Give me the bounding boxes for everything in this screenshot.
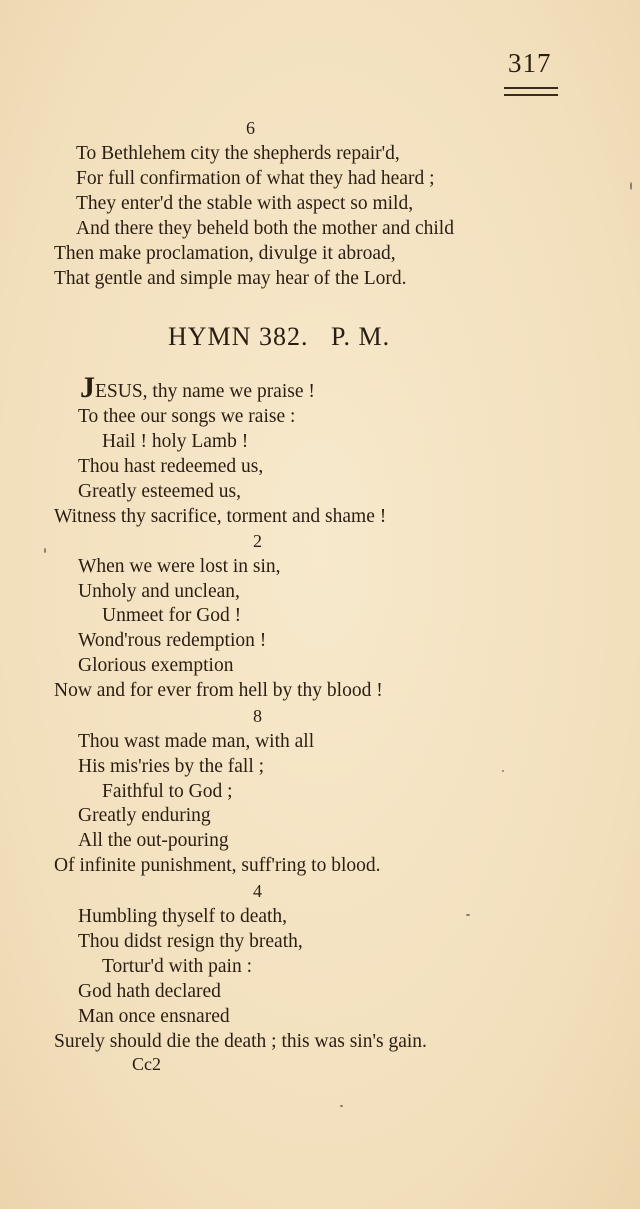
verse-line: Glorious exemption [78,655,234,676]
verse-line: Now and for ever from hell by thy blood ! [54,680,383,701]
verse-line: Greatly enduring [78,805,211,826]
paper-speck [466,914,470,916]
verse-number: 4 [253,881,262,901]
verse-line: Man once ensnared [78,1006,230,1027]
verse-line: Faithful to God ; [102,781,233,802]
verse-line: His mis'ries by the fall ; [78,756,265,777]
verse-line: Of infinite punishment, suff'ring to blood. [54,855,381,876]
paper-speck [630,182,632,190]
verse-number: 8 [253,706,262,726]
verse-number: 6 [246,118,255,138]
verse-line: Hail ! holy Lamb ! [102,431,249,452]
verse-line: And there they beheld both the mother and child [76,218,454,239]
page-number: 317 [508,48,552,78]
first-line-text: ESUS, thy name we praise ! [95,381,315,402]
verse-line: Thou didst resign thy breath, [78,931,303,952]
verse-number: 2 [253,531,262,551]
hymn-meter: P. M. [330,322,391,351]
paper-speck [340,1105,343,1107]
verse-line: All the out-pouring [78,830,229,851]
verse-line: Wond'rous redemption ! [78,630,267,651]
verse-line: God hath declared [78,981,221,1002]
hymn-number: HYMN 382. [168,322,309,351]
header-rule [504,87,558,89]
verse-line: Surely should die the death ; this was sin's gain. [54,1031,427,1052]
verse-line: Unmeet for God ! [102,605,242,626]
verse-line: Thou wast made man, with all [78,731,315,752]
paper-speck [44,548,46,553]
header-rule [504,94,558,96]
verse-line: When we were lost in sin, [78,556,281,577]
hymn-title [168,322,390,352]
verse-line: That gentle and simple may hear of the Lord. [54,268,407,289]
verse-line: To Bethlehem city the shepherds repair'd, [76,143,400,164]
verse-line: Tortur'd with pain : [102,956,253,977]
verse-line: Witness thy sacrifice, torment and shame ! [54,506,387,527]
verse-line: For full confirmation of what they had heard ; [76,168,435,189]
verse-line: To thee our songs we raise : [78,406,296,427]
paper-speck [502,770,504,772]
verse-line: Unholy and unclean, [78,581,240,602]
verse-line: They enter'd the stable with aspect so mild, [76,193,414,214]
verse-line: Humbling thyself to death, [78,906,288,927]
verse-first-line [80,371,315,404]
verse-line: Thou hast redeemed us, [78,456,264,477]
verse-line: Then make proclamation, divulge it abroad, [54,243,396,264]
verse-line: Greatly esteemed us, [78,481,241,502]
signature-mark: Cc2 [132,1054,161,1074]
drop-cap: J [80,371,95,404]
